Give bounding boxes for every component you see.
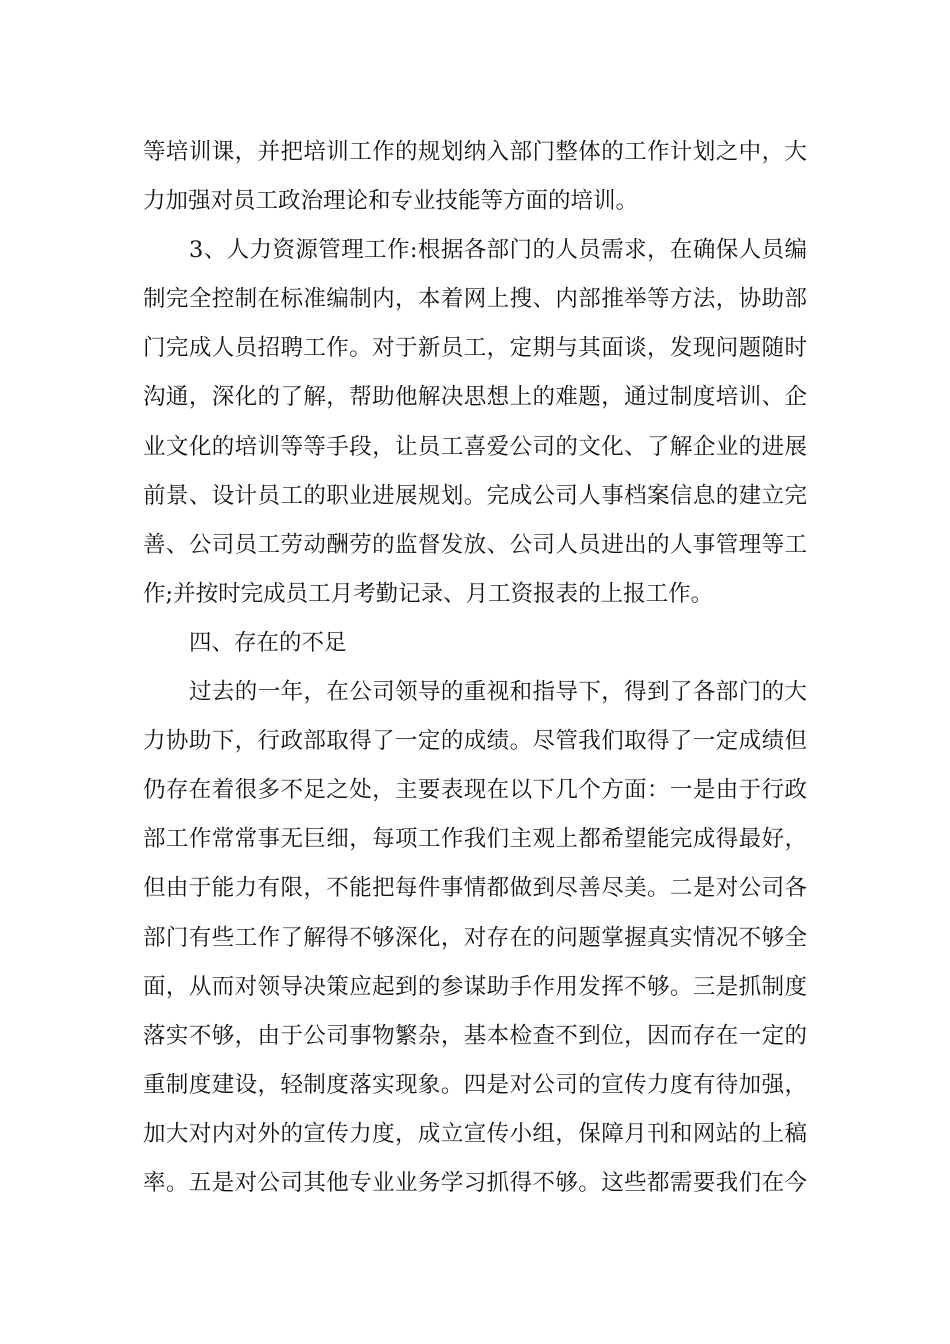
section-heading-text: 四、存在的不足 — [189, 629, 347, 656]
section-heading-shortcomings — [143, 619, 807, 668]
text-line: 制完全控制在标准编制内，本着网上搜、内部推举等方法，协助部 — [143, 286, 807, 313]
text-line: 善、公司员工劳动酬劳的监督发放、公司人员进出的人事管理等工 — [143, 531, 807, 558]
text-line: 仍存在着很多不足之处，主要表现在以下几个方面：一是由于行政 — [143, 777, 807, 804]
text-line: 面，从而对领导决策应起到的参谋助手作用发挥不够。三是抓制度 — [143, 973, 807, 1000]
paragraph-training — [143, 128, 807, 226]
text-line: 但由于能力有限，不能把每件事情都做到尽善尽美。二是对公司各 — [143, 875, 807, 902]
text-line: 3、人力资源管理工作:根据各部门的人员需求，在确保人员编 — [189, 237, 807, 264]
text-line: 力协助下，行政部取得了一定的成绩。尽管我们取得了一定成绩但 — [143, 728, 807, 755]
text-line: 前景、设计员工的职业进展规划。完成公司人事档案信息的建立完 — [143, 482, 807, 509]
text-line: 门完成人员招聘工作。对于新员工，定期与其面谈，发现问题随时 — [143, 335, 807, 362]
text-line: 部门有些工作了解得不够深化，对存在的问题掌握真实情况不够全 — [143, 924, 807, 951]
text-line: 加大对内对外的宣传力度，成立宣传小组，保障月刊和网站的上稿 — [143, 1120, 807, 1147]
paragraph-shortcomings — [143, 668, 807, 1208]
text-line: 作;并按时完成员工月考勤记录、月工资报表的上报工作。 — [143, 580, 714, 607]
paragraph-hr-management — [143, 226, 807, 619]
text-line: 落实不够，由于公司事物繁杂，基本检查不到位，因而存在一定的 — [143, 1022, 807, 1049]
text-line: 重制度建设，轻制度落实现象。四是对公司的宣传力度有待加强， — [143, 1071, 807, 1098]
text-line: 力加强对员工政治理论和专业技能等方面的培训。 — [143, 188, 639, 215]
text-line: 部工作常常事无巨细，每项工作我们主观上都希望能完成得最好， — [143, 826, 807, 853]
text-line: 率。五是对公司其他专业业务学习抓得不够。这些都需要我们在今 — [143, 1169, 807, 1196]
text-line: 等培训课，并把培训工作的规划纳入部门整体的工作计划之中，大 — [143, 139, 807, 165]
document-body — [143, 128, 807, 1208]
text-line: 过去的一年，在公司领导的重视和指导下，得到了各部门的大 — [189, 679, 807, 706]
text-line: 业文化的培训等等手段，让员工喜爱公司的文化、了解企业的进展 — [143, 433, 807, 460]
text-line: 沟通，深化的了解，帮助他解决思想上的难题，通过制度培训、企 — [143, 384, 807, 411]
